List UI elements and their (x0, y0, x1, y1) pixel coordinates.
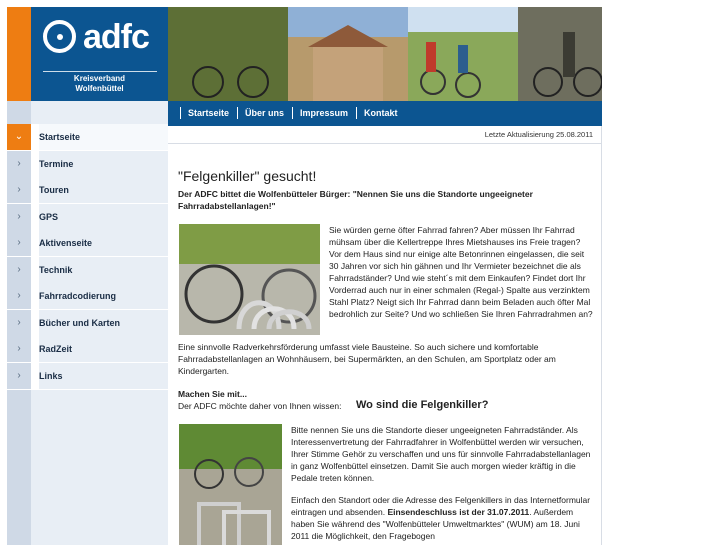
chevron-right-icon: › (7, 363, 31, 389)
question-heading: Wo sind die Felgenkiller? (356, 399, 489, 411)
sidebar-item-aktivenseite[interactable] (7, 230, 168, 257)
sidebar-item-fahrradcodierung[interactable] (7, 283, 168, 310)
sidebar-item-startseite[interactable] (7, 124, 168, 151)
topnav-ueber-uns[interactable]: Über uns (237, 107, 284, 119)
sidebar-item-label: Aktivenseite (39, 230, 168, 256)
chevron-right-icon: › (7, 283, 31, 309)
sidebar-item-technik[interactable] (7, 257, 168, 284)
chevron-down-icon: ⌄ (7, 124, 31, 150)
topnav-startseite[interactable]: Startseite (180, 107, 229, 119)
paragraph-questions: Sie würden gerne öfter Fahrrad fahren? Aber müssen Ihr Fahrrad mühsam über die Kellertreppe Ihres Mietshauses ins Freie tragen? Vor dem Haus sind nur einige alte Betonrinnen eingelassen, die seit 30 Jahren vor sich hin gähnen und Ihr Vermieter bezeichnet die als Fahrradständer? Und wie steht´s mit dem Einkaufen? Findet dort Ihr Vorderrad auch nur in einer schmalen (Regal-) Spalte aus verzinktem Stahl Platz? Neigt sich Ihr Fahrrad dann beim Beladen auch öfter Mal bedrohlich zur Seite? Und wo schließen Sie Ihren Fahrradrahmen an? (329, 225, 593, 319)
sidebar-item-label: Termine (39, 151, 168, 177)
paragraph-deadline (291, 494, 591, 542)
sidebar-item-links[interactable] (7, 363, 168, 390)
bicycle-rack-photo-2 (179, 424, 282, 545)
brand-stripe (7, 7, 31, 101)
nav-spacer (31, 101, 168, 124)
logo-divider (43, 71, 157, 72)
logo-subtitle-line1: Kreisverband (73, 74, 126, 83)
sidebar-item-label: RadZeit (39, 336, 168, 362)
adfc-logo[interactable] (31, 7, 168, 101)
bicycle-rack-photo (179, 224, 320, 335)
call-to-action-heading: Machen Sie mit... (178, 389, 247, 399)
chevron-right-icon: › (7, 204, 31, 230)
deadline-text-a: Einfach den Standort oder die Adresse des Felgenkillers in das Internetformular eintragen und absenden. (291, 495, 591, 517)
last-updated: Letzte Aktualisierung 25.08.2011 (484, 130, 593, 139)
sidebar-item-gps[interactable] (7, 204, 168, 231)
sidebar (7, 124, 168, 545)
sidebar-item-label: Fahrradcodierung (39, 283, 168, 309)
chevron-right-icon: › (7, 151, 31, 177)
divider (168, 143, 602, 144)
sidebar-item-label: GPS (39, 204, 168, 230)
paragraph-bausteine: Eine sinnvolle Radverkehrsförderung umfasst viele Bausteine. So auch sichere und komfortable Fahrradabstellanlagen an Wohnhäusern, bei Supermärkten, an den Schulen, am Sportplatz oder am Kindergarten. (178, 342, 556, 376)
chevron-right-icon: › (7, 310, 31, 336)
sidebar-item-label: Startseite (39, 124, 168, 150)
chevron-right-icon: › (7, 230, 31, 256)
sidebar-item-termine[interactable] (7, 151, 168, 178)
chevron-right-icon: › (7, 257, 31, 283)
sidebar-item-label: Technik (39, 257, 168, 283)
header-banner-image (168, 7, 602, 101)
sidebar-item-label: Links (39, 363, 168, 389)
topnav-kontakt[interactable]: Kontakt (356, 107, 398, 119)
top-navigation (168, 101, 602, 126)
logo-text: adfc (83, 18, 149, 56)
sidebar-item-label: Bücher und Karten (39, 310, 168, 336)
paragraph-request: Bitte nennen Sie uns die Standorte dieser ungeeigneten Fahrradständer. Als Interessenvertretung der Fahrradfahrer in Wolfenbüttel werden wir versuchen, Ihrer Stimme Gehör zu verschaffen und uns für sinnvolle Fahrradabstellanlagen in ganz Wolfenbüttel einsetzen. Damit Sie auch morgen wieder kräftig in die Pedale treten können. (291, 425, 591, 483)
page-title: "Felgenkiller" gesucht! (178, 168, 317, 184)
nav-spacer-left (7, 101, 31, 124)
main-content (168, 126, 602, 545)
sidebar-item-label: Touren (39, 177, 168, 203)
chevron-right-icon: › (7, 336, 31, 362)
topnav-impressum[interactable]: Impressum (292, 107, 348, 119)
chevron-right-icon: › (7, 177, 31, 203)
sidebar-item-touren[interactable] (7, 177, 168, 204)
intro-text: Der ADFC bittet die Wolfenbütteler Bürger: "Nennen Sie uns die Standorte ungeeigneter Fahrradabstellanlagen!" (178, 189, 533, 211)
logo-circle-icon (43, 20, 76, 53)
call-to-action-text: Der ADFC möchte daher von Ihnen wissen: (178, 401, 342, 411)
sidebar-item-radzeit[interactable] (7, 336, 168, 363)
logo-subtitle-line2: Wolfenbüttel (75, 84, 124, 93)
deadline-text-c: . Außerdem haben Sie während des "Wolfenbütteler Umweltmarktes" (WUM) am 18. Juni 2011 die Möglichkeit, den Fragebogen (291, 507, 580, 541)
logo-subtitle (31, 74, 168, 94)
deadline-highlight: Einsendeschluss ist der 31.07.2011 (387, 507, 530, 517)
sidebar-item-buecher-und-karten[interactable] (7, 310, 168, 337)
